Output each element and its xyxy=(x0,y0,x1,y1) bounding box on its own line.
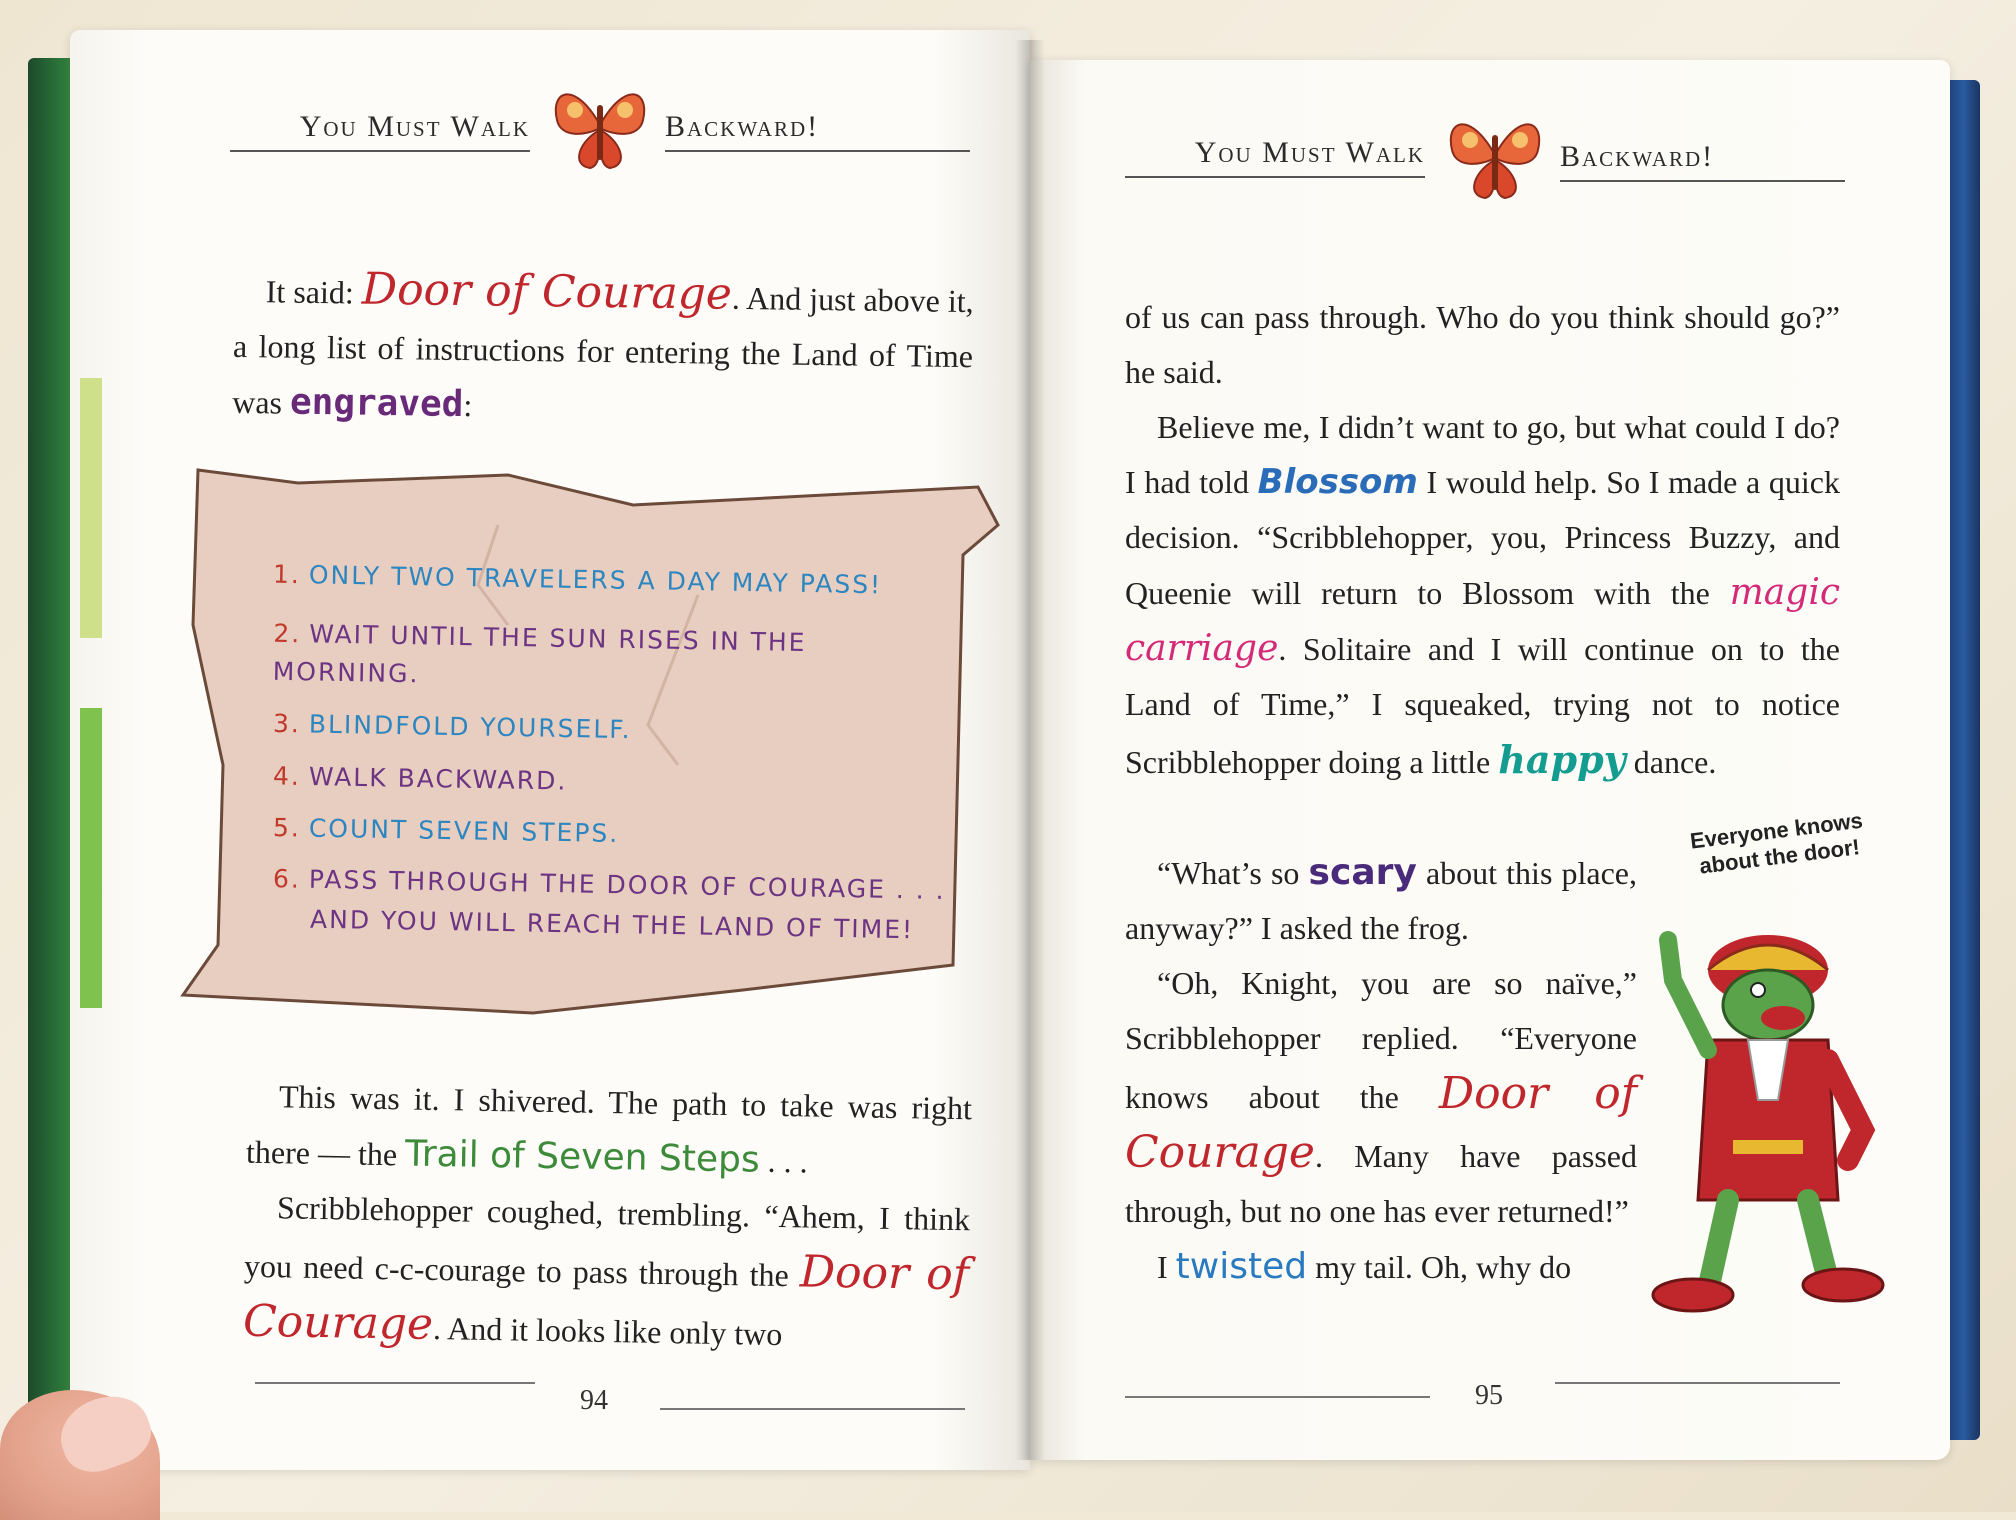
header-title-right: Backward! xyxy=(665,110,970,152)
text-span: It said: xyxy=(265,273,363,311)
text-span: I would help. So I made a quick decision. “Scribblehopper, you, Princess Buzzy, and Queenie will return to Blossom with the xyxy=(1125,464,1841,611)
rule-text: PASS THROUGH THE DOOR OF COURAGE . . . xyxy=(308,864,946,905)
text-span: . Many have passed through, but no one has ever returned!” xyxy=(1125,1138,1637,1229)
page-number: 94 xyxy=(580,1385,608,1416)
engraved-text: engraved xyxy=(289,381,464,426)
butterfly-icon xyxy=(1440,100,1550,210)
rule-number: 2. xyxy=(273,618,302,649)
footer-rule xyxy=(255,1382,535,1384)
header-title-left: You Must Walk xyxy=(230,110,530,152)
rule-item xyxy=(273,761,568,795)
rule-number: 5. xyxy=(272,812,302,843)
header-title-left: You Must Walk xyxy=(1125,136,1425,178)
butterfly-icon xyxy=(545,70,655,180)
illustration-caption: Everyone knows about the door! xyxy=(1688,807,1865,879)
rule-number: 6. xyxy=(272,864,302,894)
door-of-courage-text: Door of Courage xyxy=(1125,1068,1637,1178)
rule-text: COUNT SEVEN STEPS. xyxy=(308,813,620,849)
right-paragraphs-bottom xyxy=(1125,845,1637,1295)
twisted-text: twisted xyxy=(1175,1246,1308,1287)
rule-text: AND YOU WILL REACH THE LAND OF TIME! xyxy=(309,904,915,945)
text-span: about this place, anyway?” I asked the frog. xyxy=(1125,855,1638,946)
magic-carriage-text: magic carriage xyxy=(1125,572,1840,669)
text-span: . And just above it, a long list of instructions for entering the Land of Time was xyxy=(231,279,974,421)
happy-text: happy xyxy=(1498,737,1626,782)
book-gutter xyxy=(1015,40,1045,1460)
right-paragraph-3 xyxy=(1125,845,1637,956)
left-paragraph-1 xyxy=(232,260,974,440)
header-title-right: Backward! xyxy=(1560,140,1845,182)
right-running-header xyxy=(1125,130,1845,210)
frog-illustration xyxy=(1648,900,1888,1320)
right-paragraphs-top xyxy=(1125,290,1840,790)
text-span: . Solitaire and I will continue on to the Land of Time,” I squeaked, trying not to notice Scribblehopper doing a little xyxy=(1125,631,1840,780)
rule-text: BLINDFOLD YOURSELF. xyxy=(308,709,632,745)
rule-item xyxy=(272,615,873,701)
scary-text: scary xyxy=(1308,852,1417,893)
text-span: Scribblehopper coughed, trembling. “Ahem, I think you need c-c-courage to pass through the xyxy=(243,1189,971,1294)
right-paragraph-5 xyxy=(1125,1239,1637,1295)
rule-text: ONLY TWO TRAVELERS A DAY MAY PASS! xyxy=(308,560,883,600)
trail-of-seven-steps-text: Trail of Seven Steps xyxy=(404,1133,761,1181)
text-span: Believe me, I didn’t want to go, but what could I do? I had told xyxy=(1125,409,1840,500)
text-span: I xyxy=(1157,1249,1176,1285)
text-span: : xyxy=(463,387,473,424)
text-span: . . . xyxy=(759,1142,808,1180)
page-edge-tab xyxy=(80,378,102,638)
text-span: . And it looks like only two xyxy=(432,1309,783,1353)
rule-number: 3. xyxy=(272,708,302,739)
text-span: “What’s so xyxy=(1157,855,1309,891)
door-of-courage-text: Door of Courage xyxy=(361,263,733,320)
page-edge-tab xyxy=(80,708,102,1008)
rule-text: WALK BACKWARD. xyxy=(308,762,568,796)
left-paragraph-2 xyxy=(243,1069,973,1366)
footer-rule xyxy=(1125,1396,1430,1398)
rule-number: 1. xyxy=(272,559,302,590)
footer-rule xyxy=(660,1408,965,1410)
right-paragraph-4 xyxy=(1125,956,1637,1239)
blossom-text: Blossom xyxy=(1257,462,1418,502)
door-of-courage-text: Door of Courage xyxy=(242,1246,970,1350)
text-span: This was it. I shivered. The path to take was right there — the xyxy=(245,1078,973,1173)
right-paragraph-1: of us can pass through. Who do you think should go?” he said. xyxy=(1125,299,1840,390)
rule-number: 4. xyxy=(272,761,302,791)
rule-text: WAIT UNTIL THE SUN RISES IN THE MORNING. xyxy=(272,619,807,689)
text-span: my tail. Oh, why do xyxy=(1307,1249,1572,1285)
text-span: dance. xyxy=(1625,744,1717,780)
footer-rule xyxy=(1555,1382,1840,1384)
rule-item xyxy=(273,813,620,848)
right-paragraph-2 xyxy=(1125,400,1840,790)
page-number: 95 xyxy=(1475,1380,1503,1411)
left-running-header xyxy=(230,100,990,180)
text-span: “Oh, Knight, you are so naïve,” Scribblehopper replied. “Everyone knows about the xyxy=(1125,965,1637,1115)
